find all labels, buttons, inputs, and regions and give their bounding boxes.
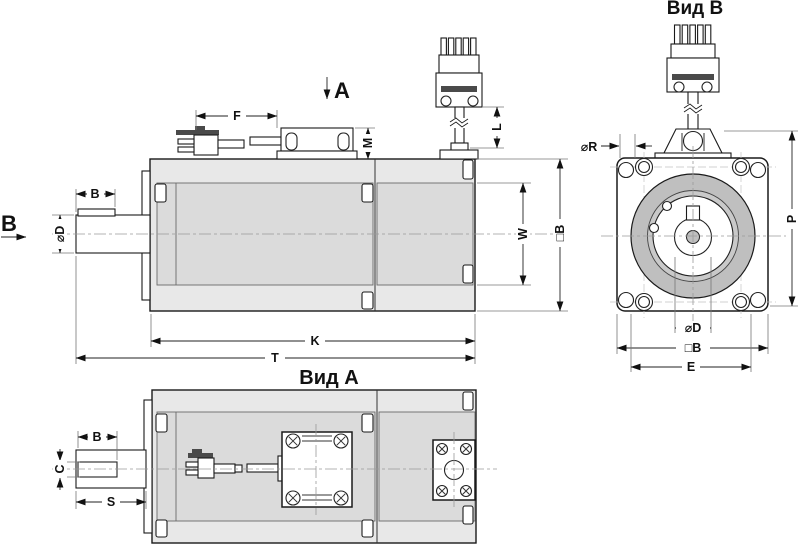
view-b-title: Вид B [666,0,724,19]
dim-front-corner-hole-diameter: ⌀R [580,140,598,154]
corner-hole [751,163,766,178]
dim-bottom-key-width: C [53,464,67,474]
dim-front-total-height: P [785,214,799,224]
view-arrow-a-label: A [334,78,350,103]
front-view [601,0,786,334]
bottom-view [52,367,497,543]
side-view [52,38,556,311]
corner-hole [619,163,634,178]
dim-front-shaft-boss-diameter: ⌀D [684,321,702,335]
view-a-title: Вид A [299,367,359,389]
rear-connector-block [433,432,475,508]
dim-bottom-key-length: B [92,430,102,444]
dim-front-hole-spacing: E [686,360,696,374]
dim-side-inner-height: W [516,228,530,240]
shaft-key-side [78,209,115,216]
encoder-connector-side [176,126,281,155]
dim-side-frame-size: □B [553,224,567,242]
dim-side-connector-length: L [490,123,504,131]
power-connector-front [655,25,731,160]
dim-side-key-length: B [90,187,100,201]
shaft-keyway [78,462,117,477]
power-connector-side [436,38,482,159]
dim-side-shaft-diameter: ⌀D [53,225,67,243]
dim-bottom-shaft-length: S [106,495,116,509]
view-arrow-b-label: B [1,211,17,236]
dim-side-total-length: T [271,351,279,365]
dim-side-body-length: K [310,334,320,348]
corner-hole [619,293,634,308]
corner-hole [751,293,766,308]
connector-plate [282,424,352,515]
dim-front-frame-size: □B [684,341,702,355]
dim-side-connector-to-cover: F [233,109,241,123]
encoder-cover [277,128,357,159]
dim-side-cover-height: M [361,137,375,149]
